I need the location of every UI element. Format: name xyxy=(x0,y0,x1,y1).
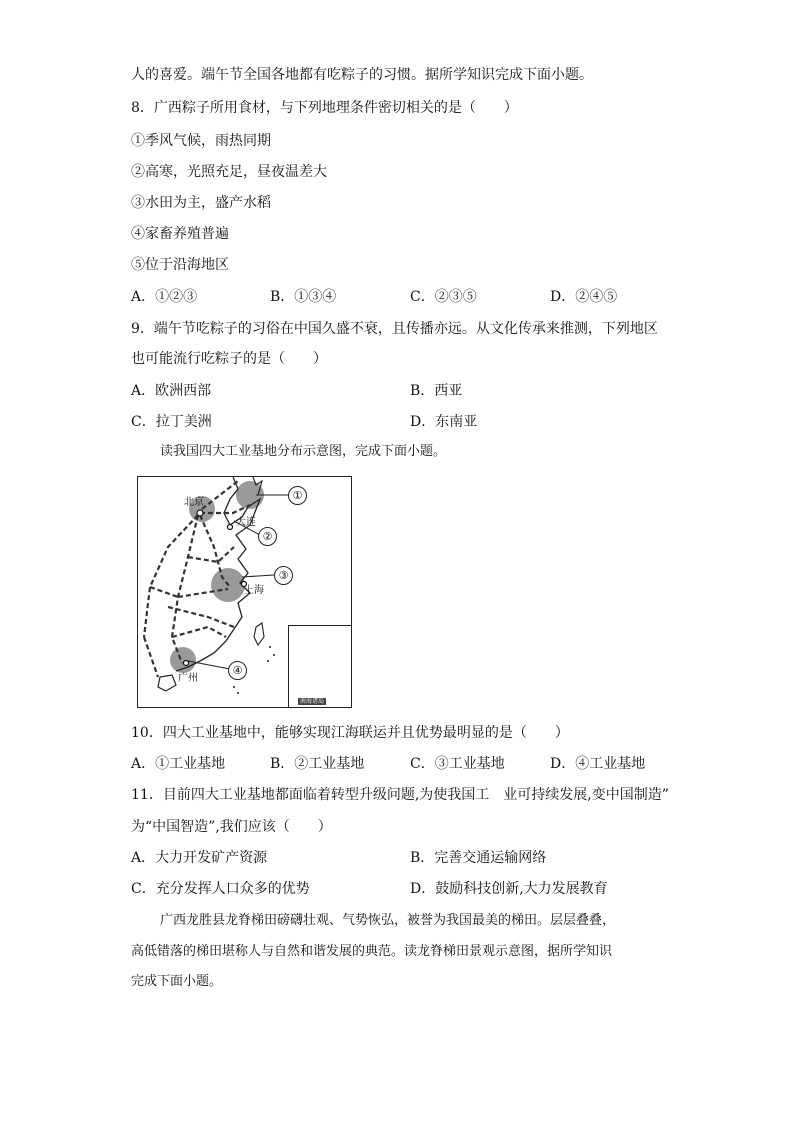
question-10-option-a[interactable]: A．①工业基地 xyxy=(131,756,226,772)
city-dot-beijing xyxy=(197,510,203,516)
question-8-item-1: ①季风气候，雨热同期 xyxy=(131,133,271,149)
marker-2: ② xyxy=(258,527,277,546)
question-8-option-d[interactable]: D．②④⑤ xyxy=(550,289,618,305)
question-9-option-c[interactable]: C．拉丁美洲 xyxy=(131,414,212,430)
marker-1: ① xyxy=(288,486,307,505)
city-dot-dalian xyxy=(228,525,233,530)
inset-label: 南海诸岛 xyxy=(300,698,325,705)
question-10-option-d[interactable]: D．④工业基地 xyxy=(550,756,646,772)
question-11-option-a[interactable]: A．大力开发矿产资源 xyxy=(131,850,268,866)
taiwan-island xyxy=(254,623,264,645)
question-11-stem-line-1: 11．目前四大工业基地都面临着转型升级问题,为使我国工 业可持续发展,变中国制造” xyxy=(131,787,669,803)
hainan-island xyxy=(158,675,176,691)
question-9-option-b[interactable]: B．西亚 xyxy=(410,383,463,399)
paragraph-line-3: 完成下面小题。 xyxy=(131,974,223,989)
city-dot-guangzhou xyxy=(184,661,189,666)
question-8-option-a[interactable]: A．①②③ xyxy=(131,289,198,305)
question-8-item-2: ②高寒，光照充足，昼夜温差大 xyxy=(131,164,327,180)
question-8-item-3: ③水田为主，盛产水稻 xyxy=(131,195,271,211)
industrial-bases-map xyxy=(137,476,352,708)
paragraph-line-1: 广西龙胜县龙脊梯田磅礴壮观、气势恢弘，被誉为我国最美的梯田。层层叠叠， xyxy=(160,913,616,928)
question-8-option-b[interactable]: B．①③④ xyxy=(270,289,337,305)
marker-4: ④ xyxy=(228,661,247,680)
question-11-option-b[interactable]: B．完善交通运输网络 xyxy=(410,850,547,866)
question-9-stem-line-2: 也可能流行吃粽子的是（ ） xyxy=(131,351,327,367)
question-11-option-c[interactable]: C．充分发挥人口众多的优势 xyxy=(131,881,310,897)
question-10-option-c[interactable]: C．③工业基地 xyxy=(410,756,505,772)
label-shanghai: 上海 xyxy=(244,585,264,596)
question-8-item-4: ④家畜养殖普遍 xyxy=(131,226,229,242)
map-intro-text: 读我国四大工业基地分布示意图，完成下面小题。 xyxy=(160,444,447,459)
marker-3: ③ xyxy=(274,566,293,585)
paragraph-line-2: 高低错落的梯田堪称人与自然和谐发展的典范。读龙脊梯田景观示意图，据所学知识 xyxy=(131,944,613,959)
label-beijing: 北京 xyxy=(184,497,204,508)
label-guangzhou: 广州 xyxy=(178,673,198,684)
question-9-stem-line-1: 9．端午节吃粽子的习俗在中国久盛不衰，且传播亦远。从文化传承来推测，下列地区 xyxy=(131,321,658,337)
question-8-option-c[interactable]: C．②③⑤ xyxy=(410,289,477,305)
question-9-option-a[interactable]: A．欧洲西部 xyxy=(131,383,212,399)
question-8-item-5: ⑤位于沿海地区 xyxy=(131,257,229,273)
question-10-option-b[interactable]: B．②工业基地 xyxy=(270,756,365,772)
question-9-option-d[interactable]: D．东南亚 xyxy=(410,414,478,430)
south-china-sea-inset xyxy=(288,625,351,708)
intro-text-line: 人的喜爱。端午节全国各地都有吃粽子的习惯。据所学知识完成下面小题。 xyxy=(131,67,593,83)
question-11-option-d[interactable]: D．鼓励科技创新,大力发展教育 xyxy=(410,881,608,897)
question-8-stem: 8．广西粽子所用食材，与下列地理条件密切相关的是（ ） xyxy=(131,100,518,116)
label-dalian: 大连 xyxy=(236,517,256,528)
question-10-stem: 10．四大工业基地中，能够实现江海联运并且优势最明显的是（ ） xyxy=(131,725,569,741)
question-11-stem-line-2: 为“中国智造”,我们应该（ ） xyxy=(131,819,332,835)
